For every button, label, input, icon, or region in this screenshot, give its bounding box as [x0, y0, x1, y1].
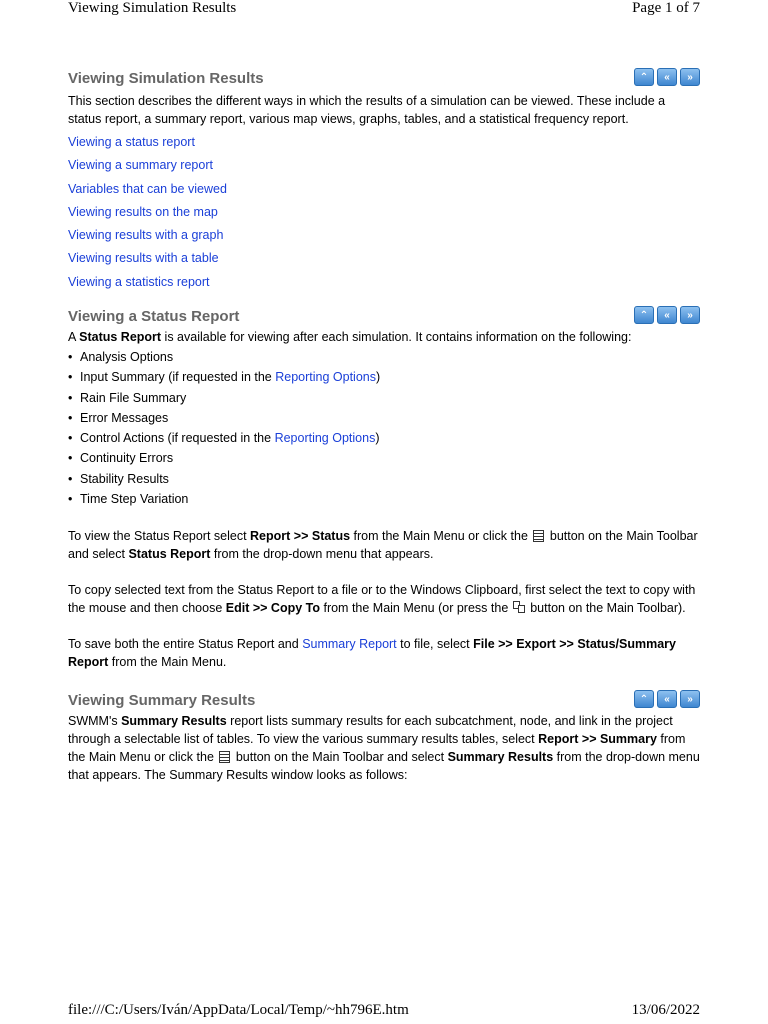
next-button[interactable]: » [680, 68, 700, 86]
link-status-report[interactable]: Viewing a status report [68, 135, 195, 149]
report-toolbar-icon [533, 530, 544, 542]
section-title-text: Viewing Simulation Results [68, 70, 264, 87]
nav-buttons [634, 306, 700, 324]
link-reporting-options[interactable]: Reporting Options [275, 370, 376, 385]
link-statistics-report[interactable]: Viewing a statistics report [68, 274, 210, 289]
copy-status-paragraph: To copy selected text from the Status Report to a file or to the Windows Clipboard, first select the text to copy with the mouse and then choose Edit >> Copy To from the Main Menu (or press the button on the Main Toolbar). [68, 583, 696, 616]
list-item: • Rain File Summary [68, 388, 700, 408]
save-status-paragraph: To save both the entire Status Report and Summary Report to file, select File >> Export >> Status/Summary Report from the Main Menu. [68, 637, 676, 670]
previous-button[interactable]: « [657, 690, 677, 708]
link-results-map[interactable]: Viewing results on the map [68, 204, 218, 219]
nav-buttons [634, 690, 700, 708]
copy-icon [513, 601, 526, 613]
list-item: • Stability Results [68, 469, 700, 489]
section-title [68, 690, 700, 712]
link-summary-report[interactable]: Summary Report [302, 637, 397, 652]
section-status-report [68, 306, 700, 671]
summary-paragraph: SWMM's Summary Results report lists summary results for each subcatchment, node, and link in the project through a selectable list of tables. To view the various summary results tables, select Report >> Summary from the Main Menu or click the button on the Main Toolbar and select Summary Results from the drop-down menu that appears. The Summary Results window looks as follows: [68, 714, 700, 782]
status-intro: A Status Report is available for viewing after each simulation. It contains information on the following: [68, 330, 632, 344]
top-button[interactable]: ⌃ [634, 306, 654, 324]
report-toolbar-icon [219, 751, 230, 763]
previous-button[interactable]: « [657, 68, 677, 86]
print-header [68, 0, 700, 20]
list-item: • Analysis Options [68, 347, 700, 367]
link-reporting-options[interactable]: Reporting Options [274, 431, 376, 446]
link-results-table[interactable]: Viewing results with a table [68, 251, 219, 266]
top-button[interactable]: ⌃ [634, 690, 654, 708]
top-button[interactable]: ⌃ [634, 68, 654, 86]
section-summary-results [68, 690, 700, 784]
section-simulation-results [68, 68, 700, 294]
status-contents-list [68, 347, 700, 509]
view-status-paragraph: To view the Status Report select Report >> Status from the Main Menu or click the button on the Main Toolbar and select Status Report from the drop-down menu that appears. [68, 529, 698, 562]
list-item: • Time Step Variation [68, 489, 700, 509]
section-title [68, 306, 700, 328]
intro-paragraph: This section describes the different ways in which the results of a simulation can be viewed. These include a status report, a summary report, various map views, graphs, tables, and a statistical frequency report. [68, 94, 666, 126]
link-results-graph[interactable]: Viewing results with a graph [68, 228, 224, 243]
next-button[interactable]: » [680, 306, 700, 324]
list-item: • Control Actions (if requested in the Reporting Options) [68, 428, 700, 448]
print-date: 13/06/2022 [631, 1002, 700, 1018]
previous-button[interactable]: « [657, 306, 677, 324]
list-item: • Error Messages [68, 408, 700, 428]
section-title-text: Viewing a Status Report [68, 308, 240, 325]
link-variables[interactable]: Variables that can be viewed [68, 181, 227, 196]
link-summary-report[interactable]: Viewing a summary report [68, 158, 213, 173]
section-title [68, 68, 700, 90]
print-header-title: Viewing Simulation Results [68, 0, 237, 16]
page-number: Page 1 of 7 [632, 0, 700, 16]
list-item: • Continuity Errors [68, 448, 700, 468]
topic-links [68, 131, 700, 294]
list-item: • Input Summary (if requested in the Reporting Options) [68, 367, 700, 387]
next-button[interactable]: » [680, 690, 700, 708]
nav-buttons [634, 68, 700, 86]
file-path: file:///C:/Users/Iván/AppData/Local/Temp/~hh796E.htm [68, 1002, 409, 1018]
print-footer [68, 1002, 700, 1024]
section-title-text: Viewing Summary Results [68, 692, 256, 709]
